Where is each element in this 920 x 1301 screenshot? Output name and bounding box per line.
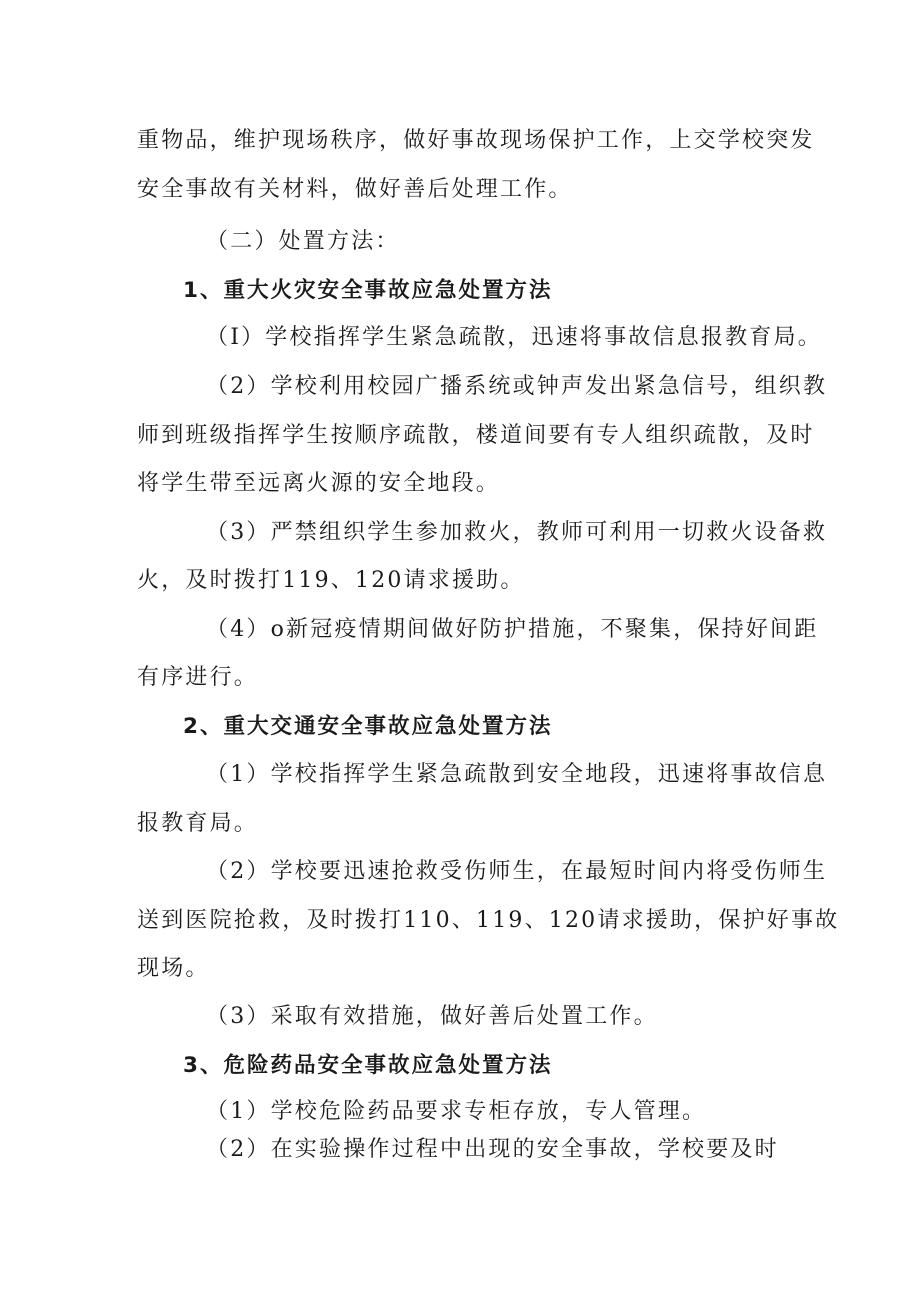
paragraph-line: （I）学校指挥学生紧急疏散，迅速将事故信息报教育局。: [206, 325, 822, 350]
paragraph-line: 现场。: [137, 956, 210, 981]
section-heading-traffic: 2、重大交通安全事故应急处置方法: [183, 714, 553, 739]
paragraph-line: （3）严禁组织学生参加救火，教师可利用一切救火设备救: [206, 520, 828, 545]
paragraph-line: 送到医院抢救，及时拨打110、119、120请求援助，保护好事故: [137, 908, 840, 933]
paragraph-line: （2）在实验操作过程中出现的安全事故，学校要及时: [206, 1137, 779, 1162]
paragraph-line: 安全事故有关材料，做好善后处理工作。: [137, 177, 573, 202]
paragraph-line: 重物品，维护现场秩序，做好事故现场保护工作，上交学校突发: [137, 128, 815, 153]
paragraph-line: （1）学校指挥学生紧急疏散到安全地段，迅速将事故信息: [206, 762, 828, 787]
section-heading-chemicals: 3、危险药品安全事故应急处置方法: [183, 1053, 553, 1078]
paragraph-line: 有序进行。: [137, 665, 259, 690]
paragraph-line: （3）采取有效措施，做好善后处置工作。: [206, 1004, 658, 1029]
paragraph-line: （1）学校危险药品要求专柜存放，专人管理。: [206, 1099, 707, 1124]
paragraph-line: （4）o新冠疫情期间做好防护措施，不聚集，保持好间距: [206, 617, 819, 642]
paragraph-line: （2）学校要迅速抢救受伤师生，在最短时间内将受伤师生: [206, 859, 828, 884]
paragraph-line: 报教育局。: [137, 811, 259, 836]
paragraph-line: 将学生带至远离火源的安全地段。: [137, 471, 501, 496]
paragraph-line: （2）学校利用校园广播系统或钟声发出紧急信号，组织教: [206, 374, 828, 399]
paragraph-line: 火，及时拨打119、120请求援助。: [137, 568, 525, 593]
paragraph-line: 师到班级指挥学生按顺序疏散，楼道间要有专人组织疏散，及时: [137, 423, 815, 448]
section-heading-fire: 1、重大火灾安全事故应急处置方法: [183, 278, 553, 303]
section-subheading: （二）处置方法：: [206, 229, 400, 254]
